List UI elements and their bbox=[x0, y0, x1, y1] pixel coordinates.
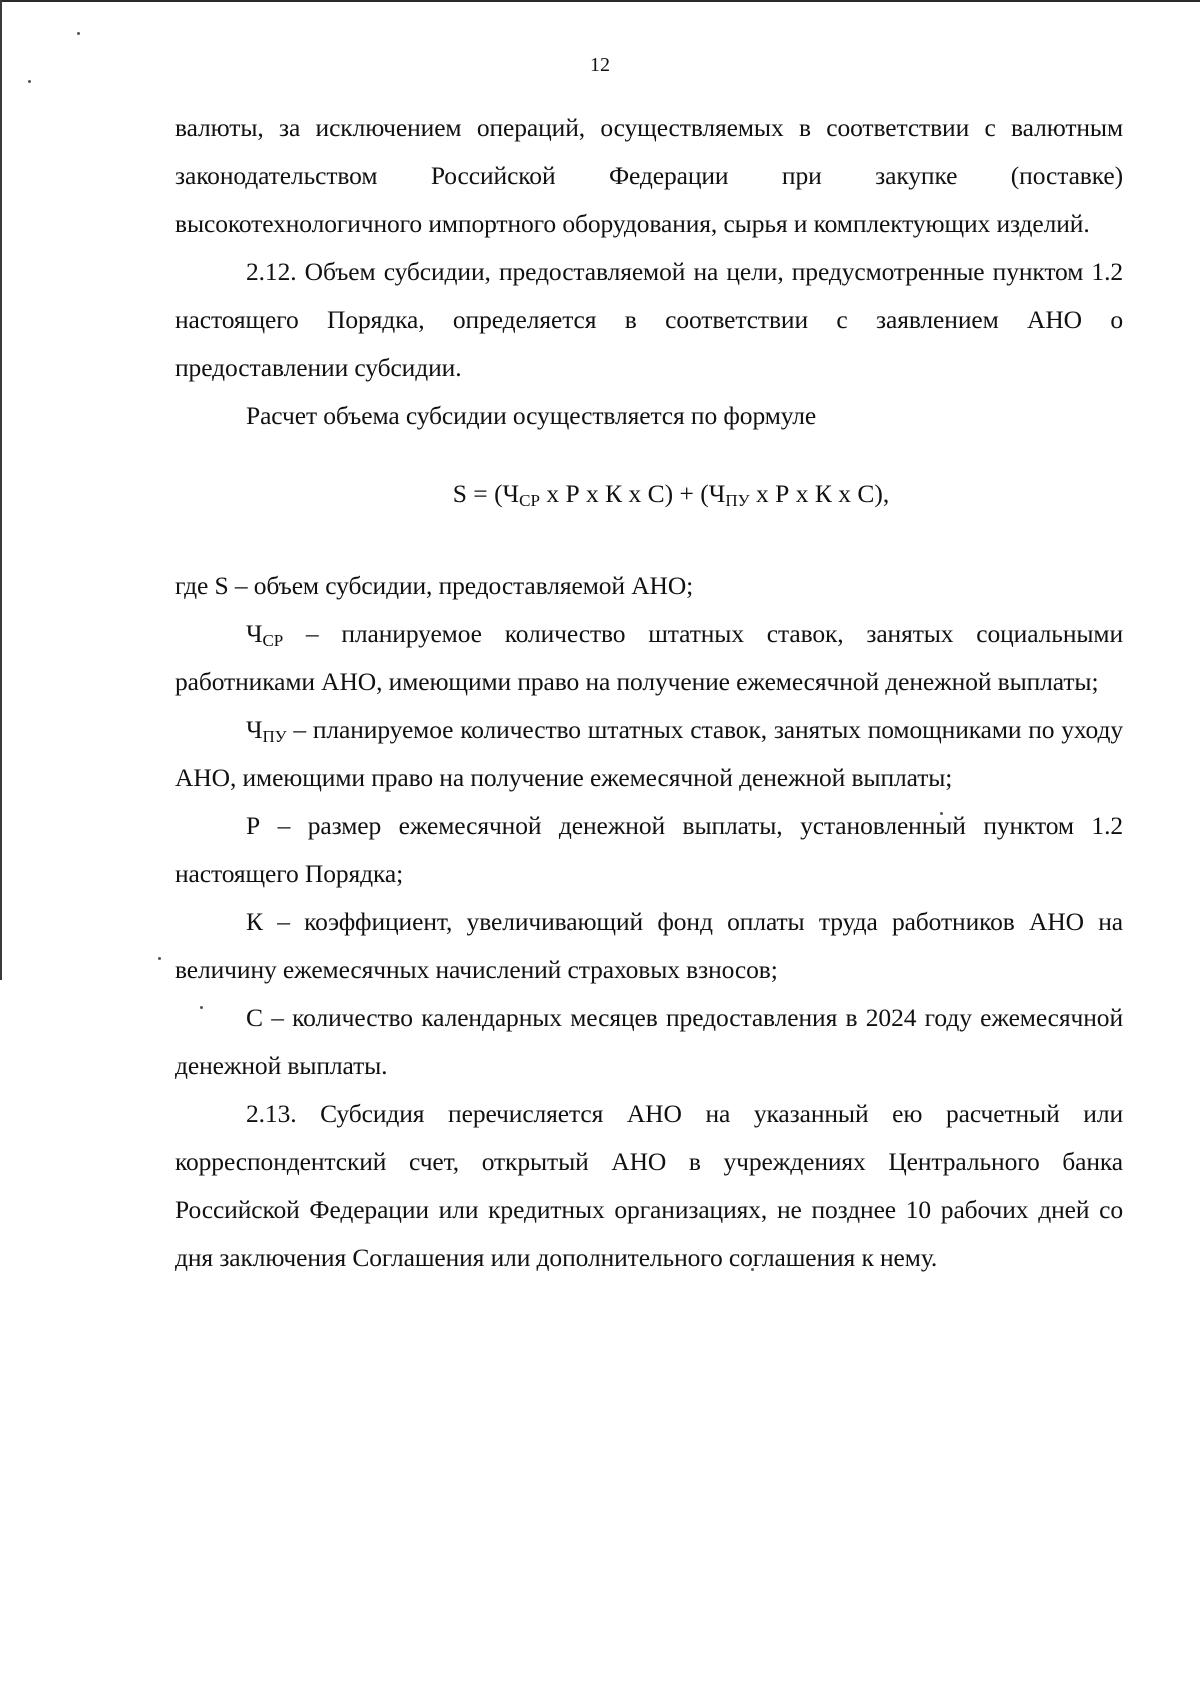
scan-left-edge bbox=[0, 0, 2, 980]
scan-speck bbox=[158, 957, 161, 960]
paragraph-formula-intro: Расчет объема субсидии осуществляется по формуле bbox=[246, 401, 817, 430]
definition-chsr bbox=[175, 610, 1123, 706]
definition-s: где S – объем субсидии, предоставляемой АНО; bbox=[175, 571, 694, 600]
paragraph-2-12: 2.12. Объем субсидии, предоставляемой на цели, предусмотренные пунктом 1.2 настоящего Порядка, определяется в соответствии с заявлением АНО о предоставлении субсидии. bbox=[175, 257, 1123, 382]
scan-speck bbox=[28, 80, 31, 83]
scan-top-edge bbox=[0, 0, 1200, 2]
formula-mid: x Р x К x С) + (Ч bbox=[539, 479, 726, 508]
formula-sub-pu: ПУ bbox=[725, 491, 750, 510]
chpu-text: – планируемое количество штатных ставок, занятых помощниками по уходу АНО, имеющими право на получение ежемесячной денежной выплаты; bbox=[175, 715, 1123, 792]
document-body bbox=[175, 104, 1123, 1282]
definition-c: С – количество календарных месяцев предоставления в 2024 году ежемесячной денежной выплаты. bbox=[175, 1003, 1123, 1080]
chsr-symbol: Ч bbox=[246, 619, 263, 648]
definition-k: К – коэффициент, увеличивающий фонд оплаты труда работников АНО на величину ежемесячных начислений страховых взносов; bbox=[175, 907, 1123, 984]
chsr-text: – планируемое количество штатных ставок, занятых социальными работниками АНО, имеющими право на получение ежемесячной денежной выплаты; bbox=[175, 619, 1123, 696]
formula-rhs: x Р x К x С), bbox=[749, 479, 890, 508]
subsidy-formula bbox=[175, 470, 1123, 518]
scan-speck bbox=[77, 32, 80, 35]
chpu-subscript: ПУ bbox=[262, 727, 287, 746]
formula-lhs: S = (Ч bbox=[452, 479, 520, 508]
paragraph-2-13: 2.13. Субсидия перечисляется АНО на указанный ею расчетный или корреспондентский счет, открытый АНО в учреждениях Центрального банка Российской Федерации или кредитных организациях, не позднее 10 рабочих дней со дня заключения Соглашения или дополнительного соглашения к нему. bbox=[175, 1099, 1123, 1272]
paragraph-currency-continuation: валюты, за исключением операций, осуществляемых в соответствии с валютным законодательством Российской Федерации при закупке (поставке) высокотехнологичного импортного оборудования, сырья и комплектующих изделий. bbox=[175, 113, 1123, 238]
chpu-symbol: Ч bbox=[246, 715, 263, 744]
definition-p: Р – размер ежемесячной денежной выплаты, установленный пунктом 1.2 настоящего Порядка; bbox=[175, 811, 1123, 888]
definition-chpu bbox=[175, 706, 1123, 802]
page-number: 12 bbox=[590, 54, 610, 76]
formula-sub-sr: СР bbox=[519, 491, 540, 510]
chsr-subscript: СР bbox=[262, 631, 284, 650]
